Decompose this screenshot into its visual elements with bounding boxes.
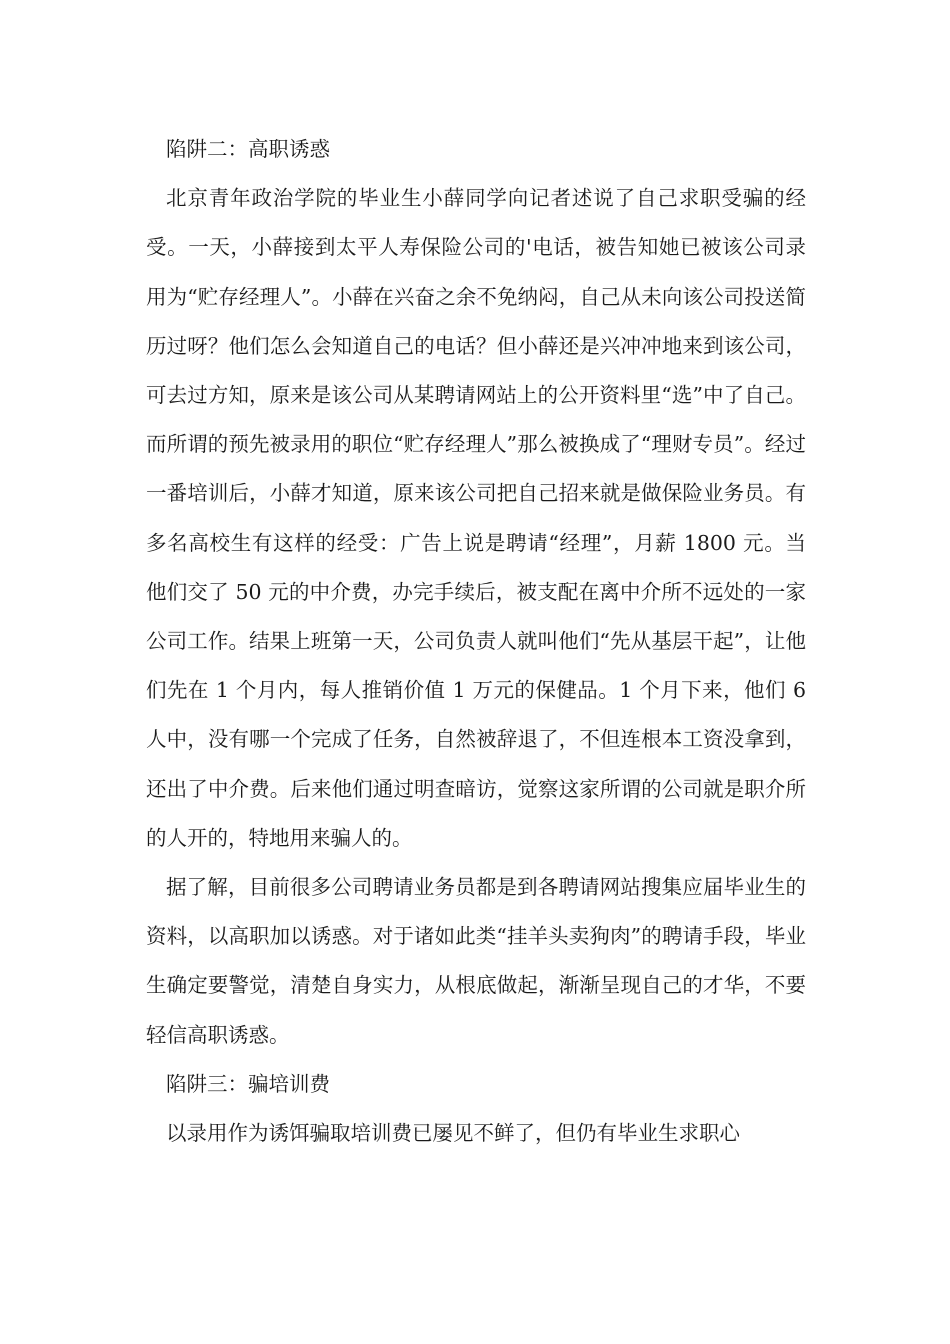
paragraph-case-story: 北京青年政治学院的毕业生小薛同学向记者述说了自己求职受骗的经受。一天，小薛接到太平人寿保险公司的'电话，被告知她已被该公司录用为“贮存经理人”。小薛在兴奋之余不免纳闷，自己从未向该公司投送简历过呀？他们怎么会知道自己的电话？但小薛还是兴冲冲地来到该公司，可去过方知，原来是该公司从某聘请网站上的公开资料里“选”中了自己。而所谓的预先被录用的职位“贮存经理人”那么被换成了“理财专员”。经过一番培训后，小薛才知道，原来该公司把自己招来就是做保险业务员。有多名高校生有这样的经受：广告上说是聘请“经理”，月薪 1800 元。当他们交了 50 元的中介费，办完手续后，被支配在离中介所不远处的一家公司工作。结果上班第一天，公司负责人就叫他们“先从基层干起”，让他们先在 1 个月内，每人推销价值 1 万元的保健品。1 个月下来，他们 6 人中，没有哪一个完成了任务，自然被辞退了，不但连根本工资没拿到，还出了中介费。后来他们通过明查暗访，觉察这家所谓的公司就是职介所的人开的，特地用来骗人的。 [146, 186, 806, 850]
paragraph-training-fee: 以录用作为诱饵骗取培训费已屡见不鲜了，但仍有毕业生求职心 [166, 1121, 740, 1146]
section-heading-trap-three: 陷阱三：骗培训费 [166, 1071, 330, 1096]
paragraph-advice: 据了解，目前很多公司聘请业务员都是到各聘请网站搜集应届毕业生的资料，以高职加以诱惑。对于诸如此类“挂羊头卖狗肉”的聘请手段，毕业生确定要警觉，清楚自身实力，从根底做起，渐渐呈现自己的才华，不要轻信高职诱惑。 [146, 875, 806, 1047]
section-heading-trap-two: 陷阱二：高职诱惑 [166, 137, 330, 161]
document-body [146, 125, 806, 1158]
